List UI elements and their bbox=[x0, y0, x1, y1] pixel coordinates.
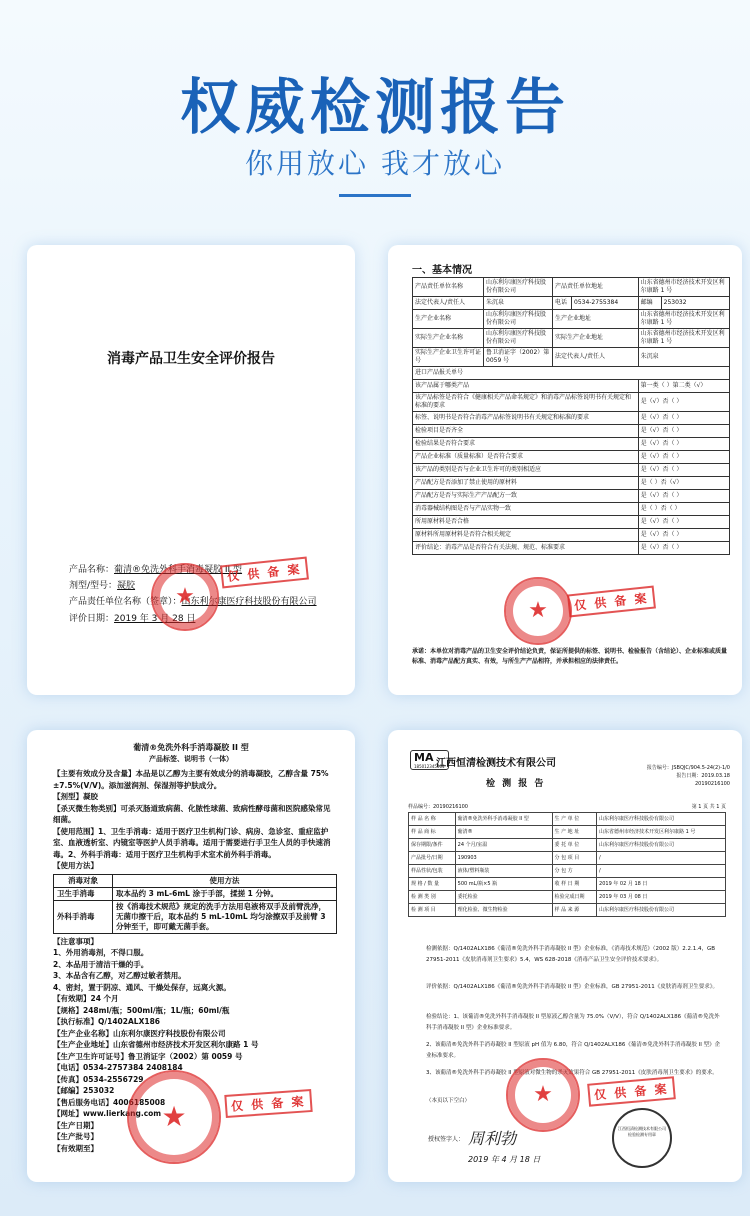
report-card-test-report[interactable] bbox=[388, 730, 742, 1182]
table-row: 实际生产企业名称 山东利尔康医疗科技股份有限公司 实际生产企业地址 山东省德州市经济技术开发区利尔康路 1 号 bbox=[413, 329, 730, 348]
conclusion-2: 2、该葡清®免洗外科手消毒凝胶 II 型原液 pH 值为 6.80，符合 Q/1402ALX186《葡清®免洗外科手消毒凝胶 II 型》企业标准要求。 bbox=[426, 1042, 721, 1059]
para-dosage-form: 【剂型】凝胶 bbox=[53, 792, 98, 801]
table-row: 产品配方是否添加了禁止使用的原材料 是（ ）否（√） bbox=[413, 477, 730, 490]
para-microbes: 【杀灭微生物类别】可杀灭肠道致病菌、化脓性球菌、致病性酵母菌和医院感染常见细菌。 bbox=[53, 803, 331, 824]
table-row: 样品性状/包装 液体/塑料瓶装 分 包 方 / bbox=[409, 865, 726, 878]
table-row: 样 品 商 标 葡清® 生 产 地 址 山东省德州市经济技术开发区利尔康路 1 号 bbox=[409, 826, 726, 839]
basic-info-table bbox=[412, 277, 730, 555]
star-icon: ★ bbox=[533, 1082, 553, 1107]
table-row: 所用原材料是否合格 是（√）否（ ） bbox=[413, 516, 730, 529]
table-row: 标签、说明书是否符合消毒产品标签说明书有关规定和标准的要求 是（√）否（ ） bbox=[413, 412, 730, 425]
filing-only-stamp: 仅 供 备 案 bbox=[587, 1076, 675, 1106]
usage-table bbox=[53, 874, 337, 934]
sample-info-table bbox=[408, 812, 726, 917]
report-card-label-instructions[interactable] bbox=[27, 730, 355, 1182]
field-evaluation-date: 评价日期：2019 年 3 月 28 日 bbox=[69, 614, 196, 624]
table-row: 生产企业名称 山东利尔康医疗科技股份有限公司 生产企业地址 山东省德州市经济技术开发区利尔康路 1 号 bbox=[413, 310, 730, 329]
para-scope: 【使用范围】1、卫生手消毒：适用于医疗卫生机构门诊、病房、急诊室、重症监护室、血液透析室、内镜室等医护人员手消毒。适用于需要进行手卫生人员的手快速消毒。2、外科手消毒：适用于医疗卫生机构手术室术前外科手消毒。 bbox=[53, 826, 331, 859]
table-row: 原材料所用原材料是否符合相关规定 是（√）否（ ） bbox=[413, 529, 730, 542]
commitment-note: 承诺：本单位对消毒产品的卫生安全评价结论负责，保证所提供的标签、说明书、检验报告（含结论）、企业标准或质量标准、消毒产品配方真实、有效，与所生产产品相符，并承担相应的法律责任。 bbox=[412, 648, 728, 665]
star-icon: ★ bbox=[175, 584, 195, 609]
evaluation-basis: 评价依据：Q/1402ALX186《葡清®免洗外科手消毒凝胶 II 型》企业标准，GB 27951-2011《皮肤消毒剂卫生要求》。 bbox=[426, 984, 719, 990]
table-row: 实际生产企业卫生许可证号 鲁卫消证字（2002）第 0059 号 法定代表人/责任人 朱沉泉 bbox=[413, 348, 730, 367]
red-seal-stamp bbox=[506, 1058, 580, 1132]
filing-only-stamp: 仅 供 备 案 bbox=[567, 586, 655, 618]
red-seal-stamp bbox=[504, 577, 572, 645]
star-icon: ★ bbox=[161, 1100, 187, 1133]
table-row: 保存期限/条件 24 个月/室温 委 托 单 位 山东利尔康医疗科技股份有限公司 bbox=[409, 839, 726, 852]
cma-logo: MA 185012345604 bbox=[410, 750, 449, 770]
lab-seal: 江西恒清检测技术有限公司 检验检测专用章 bbox=[612, 1108, 672, 1168]
lab-name: 江西恒清检测技术有限公司 bbox=[436, 758, 556, 769]
para-ingredients: 【主要有效成分及含量】本品是以乙醇为主要有效成分的消毒凝胶，乙醇含量 75%±7.5%(V/V)。添加滋润剂、保湿剂等护肤成分。 bbox=[53, 769, 329, 790]
table-row: 该产品标签是否符合《健康相关产品命名规定》和消毒产品标签说明书有关规定和标准的要求 是（√）否（ ） bbox=[413, 393, 730, 412]
signer-signature: 周利勃 bbox=[468, 1129, 517, 1148]
table-row: 产品配方是否与实际生产产品配方一致 是（√）否（ ） bbox=[413, 490, 730, 503]
field-responsible-unit: 产品责任单位名称（签章）：山东利尔康医疗科技股份有限公司 bbox=[69, 597, 317, 607]
conclusion-3: 3、该葡清®免洗外科手消毒凝胶 II 型原液对微生物的杀灭效果符合 GB 27951-2011《皮肤消毒剂卫生要求》的要求。 bbox=[426, 1070, 718, 1076]
page-subtitle: 你用放心 我才放心 bbox=[245, 147, 505, 180]
sign-date: 2019 年 4 月 18 日 bbox=[468, 1155, 541, 1164]
table-row: 评价结论：消毒产品是否符合有关法规、规范、标准要求 是（√）否（ ） bbox=[413, 542, 730, 555]
test-basis: 检测依据：Q/1402ALX186《葡清®免洗外科手消毒凝胶 II 型》企业标准，《消毒技术规范》（2002 版）2.2.1.4，GB 27951-2011《皮肤消毒剂卫生要求》5.4，WS 628-2018《消毒产品卫生安全评价技术要求》。 bbox=[426, 946, 716, 963]
table-row: 产品责任单位名称 山东利尔康医疗科技股份有限公司 产品责任单位地址 山东省德州市经济技术开发区利尔康路 1 号 bbox=[413, 278, 730, 297]
filing-only-stamp: 仅 供 备 案 bbox=[224, 1089, 312, 1118]
table-row: 该产品的类别是否与企业卫生许可的类别相适应 是（√）否（ ） bbox=[413, 464, 730, 477]
report-card-safety-evaluation-cover[interactable] bbox=[27, 245, 355, 695]
table-row: 进口产品报关单号 bbox=[413, 367, 730, 380]
table-row: 外科手消毒 按《消毒技术规范》规定的洗手方法用皂液将双手及前臂洗净，无菌巾擦干后，取本品约 5 mL-10mL 均匀涂擦双手及前臂 3 分钟至干，即可戴无菌手套。 bbox=[54, 900, 337, 933]
table-row: 样 品 名 称 葡清®免洗外科手消毒凝胶 II 型 生 产 单 位 山东利尔康医疗科技股份有限公司 bbox=[409, 813, 726, 826]
page-title: 权威检测报告 bbox=[180, 73, 570, 143]
report-heading: 检 测 报 告 bbox=[486, 779, 546, 789]
report-meta: 报告编号：JSBQJC/904.5-24(2)-1/0 报告日期：2019.03.18 20190216100 bbox=[646, 765, 730, 787]
table-row: 产品批号/日期 190903 分 包 项 目 / bbox=[409, 852, 726, 865]
section-heading: 一、基本情况 bbox=[412, 265, 472, 276]
sample-number: 样品编号：20190216100 bbox=[408, 804, 468, 810]
title-underline bbox=[339, 194, 411, 197]
table-row: 卫生手消毒 取本品约 3 mL-6mL 涂于手部，揉搓 1 分钟。 bbox=[54, 887, 337, 900]
red-seal-stamp bbox=[127, 1070, 221, 1164]
table-row: 法定代表人/责任人 朱沉泉 电话 0534-2755384 邮编 253032 bbox=[413, 297, 730, 310]
table-row: 规 格 / 数 量 500 mL/瓶×5 瓶 收 样 日 期 2019 年 02 月 18 日 bbox=[409, 878, 726, 891]
report-card-basic-info[interactable] bbox=[388, 245, 742, 695]
label-title: 葡清®免洗外科手消毒凝胶 II 型 bbox=[133, 743, 249, 752]
field-product-name: 产品名称：葡清®免洗外科手消毒凝胶 II 型 bbox=[69, 565, 243, 575]
field-dosage-form: 剂型/型号：凝胶 bbox=[69, 581, 136, 591]
table-row: 检验结果是否符合要求 是（√）否（ ） bbox=[413, 438, 730, 451]
blank-note: （本页以下空白） bbox=[426, 1098, 471, 1104]
table-row: 检 测 项 目 理化检验、微生物检验 样 品 来 源 山东利尔康医疗科技股份有限公司 bbox=[409, 904, 726, 917]
filing-only-stamp: 仅 供 备 案 bbox=[220, 557, 308, 589]
table-row: 检 测 类 别 委托检验 检验完成日期 2019 年 03 月 08 日 bbox=[409, 891, 726, 904]
table-row: 消毒对象 使用方法 bbox=[54, 874, 337, 887]
report-title: 消毒产品卫生安全评价报告 bbox=[107, 351, 275, 367]
table-row: 消毒器械结构图是否与产品实物一致 是（ ）否（ ） bbox=[413, 503, 730, 516]
red-seal-stamp bbox=[151, 563, 219, 631]
label-body: 【主要有效成分及含量】本品是以乙醇为主要有效成分的消毒凝胶，乙醇含量 75%±7.5%(V/V)。添加滋润剂、保湿剂等护肤成分。 【剂型】凝胶 【杀灭微生物类别】可杀灭肠道致病菌、化脓性球菌、致病性酵母菌和医院感染常见细菌。 【使用范围】1、卫生手消毒：适用于医疗卫生机构门诊、病房、急诊室、重症监护室、血液透析室、内镜室等医护人员手消毒。适用于需要进行手卫生人员的手快速消毒。2、外科手消毒：适用于医疗卫生机构手术室术前外科手消毒。 【使用方法】 消毒对象 使用方法 卫生手消毒 取本品约 3 mL-6mL 涂于手部，揉搓 1 分钟。 外科手消毒 按《消毒技术规范》规定的洗手方法用皂液将双手及前臂洗净，无菌巾擦干后，取本品约 5 mL-10mL 均匀涂擦双手及前臂 3 分钟至干，即可戴无菌手套。 【注意事项】 1、外用消毒剂，不得口服。 2、本品用于清洁干燥的手。 3、本品含有乙醇，对乙醇过敏者禁用。 4、密封，置于阴凉、通风、干燥处保存，远离火源。 【有效期】24 个月 【规格】248ml/瓶；500ml/瓶；1L/瓶；60ml/瓶 【执行标准】Q/1402ALX186 【生产企业名称】山东利尔康医疗科技股份有限公司 【生产企业地址】山东省德州市经济技术开发区利尔康路 1 号 【生产卫生许可证号】鲁卫消证字（2002）第 0059 号 【电话】0534-2757384 2408184 【传真】0534-2556729 【邮编】253032 【售后服务电话】4006185008 【网址】www.lierkang.com 【生产日期】 【生产批号】 【有效期至】 bbox=[53, 768, 337, 1154]
page-info: 第 1 页 共 1 页 bbox=[691, 804, 726, 810]
para-usage-heading: 【使用方法】 bbox=[53, 861, 98, 870]
page-header bbox=[0, 0, 750, 230]
conclusion-1: 检验结论：1、该葡清®免洗外科手消毒凝胶 II 型原液乙醇含量为 75.0%（V/V），符合 Q/1402ALX186《葡清®免洗外科手消毒凝胶 II 型》企业标准要求。 bbox=[426, 1014, 720, 1031]
signer-label: 授权签字人： bbox=[428, 1136, 465, 1143]
table-row: 检验项目是否齐全 是（√）否（ ） bbox=[413, 425, 730, 438]
label-subtitle: 产品标签、说明书（一体） bbox=[149, 755, 233, 763]
table-row: 产品企业标准（质量标准）是否符合要求 是（√）否（ ） bbox=[413, 451, 730, 464]
table-row: 该产品属于哪类产品 第一类（ ）第二类（√） bbox=[413, 380, 730, 393]
star-icon: ★ bbox=[528, 598, 548, 623]
